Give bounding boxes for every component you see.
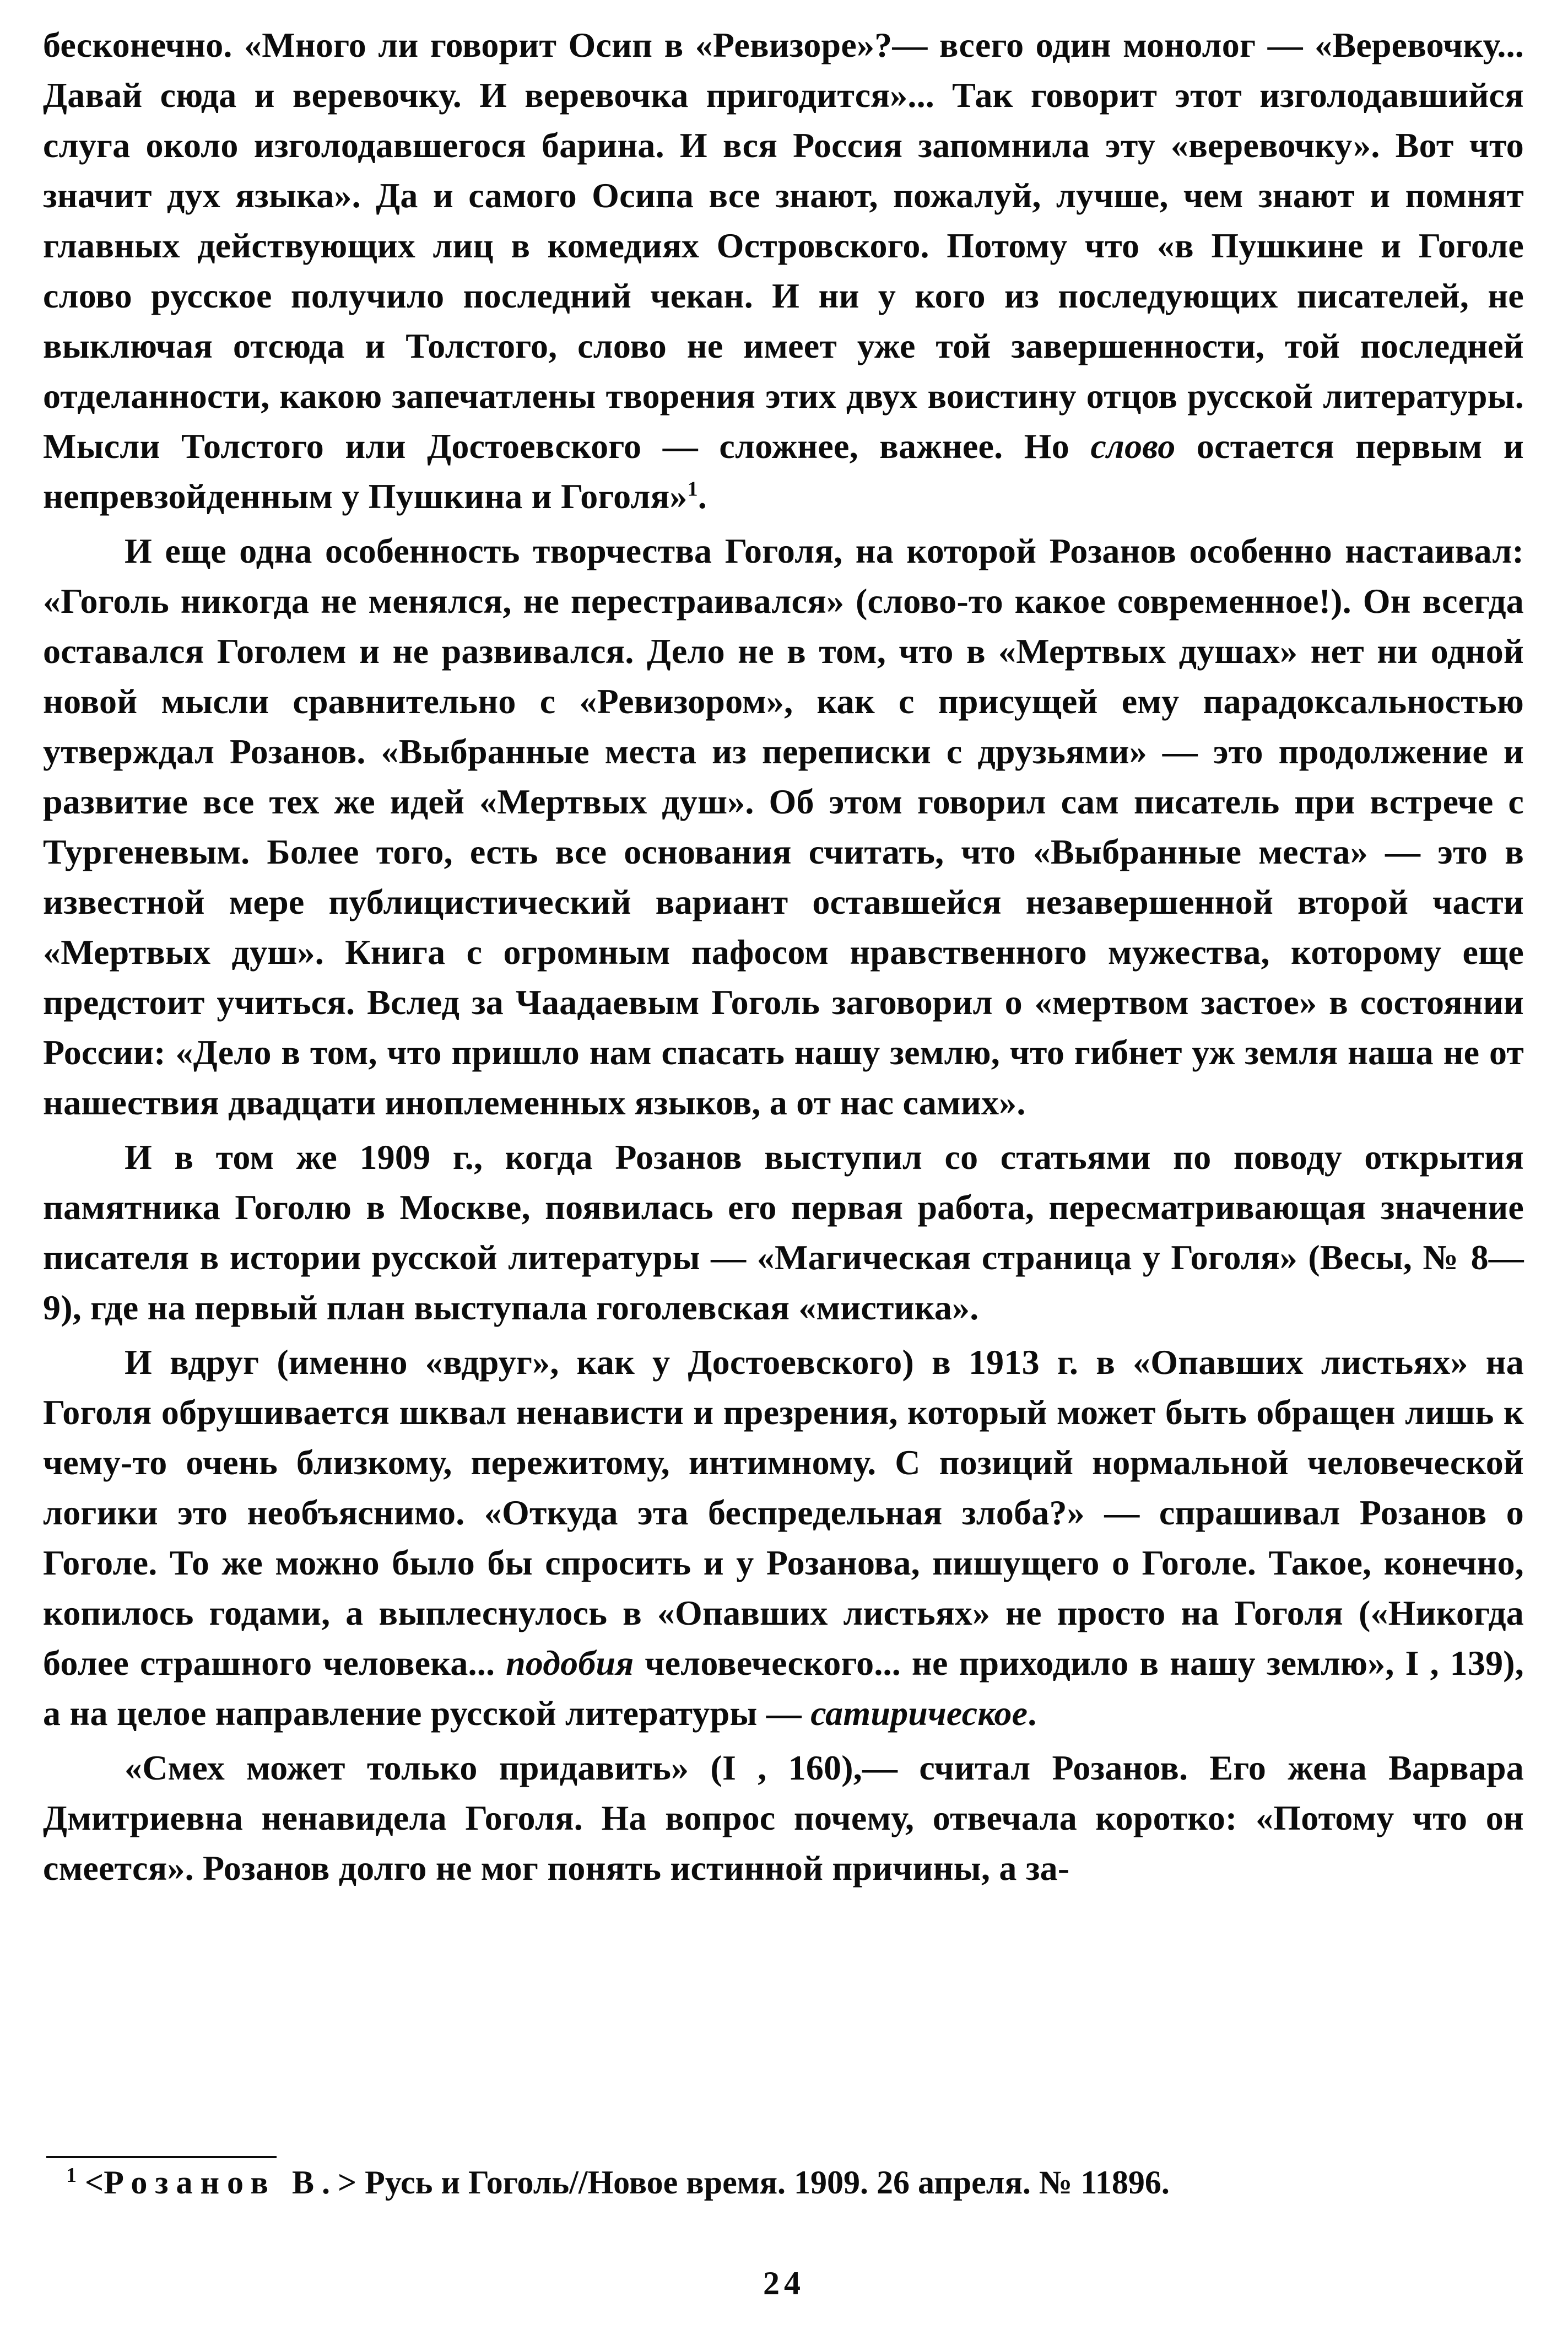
text-run: остается первым и непревзойденным у Пушкина и Гоголя» bbox=[43, 427, 1524, 516]
footnote-divider bbox=[46, 2156, 277, 2158]
italic-word: слово bbox=[1090, 427, 1176, 466]
footnote-author: Розанов В. bbox=[104, 2164, 338, 2201]
page-number: 24 bbox=[763, 2265, 805, 2301]
italic-word: сатирическое bbox=[810, 1694, 1028, 1733]
footnote bbox=[66, 2159, 1524, 2206]
paragraph: И в том же 1909 г., когда Розанов выступил со статьями по поводу открытия памятника Гоголю в Москве, появилась его первая работа, пересматривающая значение писателя в истории русской литературы — «Магическая страница у Гоголя» (Весы, № 8—9), где на первый план выступала гоголевская «мистика». bbox=[43, 1137, 1524, 1327]
footnote-reference: 1 bbox=[687, 477, 698, 501]
paragraph: И еще одна особенность творчества Гоголя, на которой Розанов особенно настаивал: «Гоголь никогда не менялся, не перестраивался» (слово-то какое современное!). Он всегда оставался Гоголем и не развивался. Дело не в том, что в «Мертвых душах» нет ни одной новой мысли сравнительно с «Ревизором», как с присущей ему парадоксальностью утверждал Розанов. «Выбранные места из переписки с друзьями» — это продолжение и развитие все тех же идей «Мертвых душ». Об этом говорил сам писатель при встрече с Тургеневым. Более того, есть все основания считать, что «Выбранные места» — это в известной мере публицистический вариант оставшейся незавершенной второй части «Мертвых душ». Книга с огромным пафосом нравственного мужества, которому еще предстоит учиться. Вслед за Чаадаевым Гоголь заговорил о «мертвом застое» в состоянии России: «Дело в том, что пришло нам спасать нашу землю, что гибнет уж земля наша не от нашествия двадцати иноплеменных языков, а от нас самих». bbox=[43, 531, 1524, 1122]
paragraph bbox=[43, 1337, 1524, 1738]
main-text bbox=[43, 20, 1524, 1893]
paragraph-continuation bbox=[43, 20, 1524, 521]
text-run: человеческого... не приходило в нашу землю», I , 139), а на целое направление русской литературы — bbox=[43, 1643, 1524, 1733]
footnote-open-bracket: < bbox=[85, 2164, 104, 2201]
paragraph: «Смех может только придавить» (I , 160),— считал Розанов. Его жена Варвара Дмитриевна ненавидела Гоголя. На вопрос почему, отвечала коротко: «Потому что он смеется». Розанов долго не мог понять истинной причины, а за- bbox=[43, 1748, 1524, 1888]
text-run: . bbox=[698, 477, 707, 516]
footnote-mark: 1 bbox=[66, 2164, 77, 2187]
text-run: . bbox=[1028, 1694, 1037, 1733]
footnote-citation: Русь и Гоголь//Новое время. 1909. 26 апреля. № 11896. bbox=[356, 2164, 1170, 2201]
footnote-close-bracket: > bbox=[337, 2164, 357, 2201]
text-run: И вдруг (именно «вдруг», как у Достоевского) в 1913 г. в «Опавших листьях» на Гоголя обрушивается шквал ненависти и презрения, который может быть обращен лишь к чему-то очень близкому, пережитому, интимному. С позиций нормальной человеческой логики это необъяснимо. «Откуда эта беспредельная злоба?» — спрашивал Розанов о Гоголе. То же можно было бы спросить и у Розанова, пишущего о Гоголе. Такое, конечно, копилось годами, а выплеснулось в «Опавших листьях» не просто на Гоголя («Никогда более страшного человека... bbox=[43, 1343, 1524, 1683]
italic-word: подобия bbox=[506, 1643, 634, 1683]
text-run: бесконечно. «Много ли говорит Осип в «Ревизоре»?— всего один монолог — «Веревочку... Давай сюда и веревочку. И веревочка пригодится»... Так говорит этот изголодавшийся слуга около изголодавшегося барина. И вся Россия запомнила эту «веревочку». Вот что значит дух языка». Да и самого Осипа все знают, пожалуй, лучше, чем знают и помнят главных действующих лиц в комедиях Островского. Потому что «в Пушкине и Гоголе слово русское получило последний чекан. И ни у кого из последующих писателей, не выключая отсюда и Толстого, слово не имеет уже той завершенности, той последней отделанности, какою запечатлены творения этих двух воистину отцов русской литературы. Мысли Толстого или Достоевского — сложнее, важнее. Но bbox=[43, 25, 1524, 466]
